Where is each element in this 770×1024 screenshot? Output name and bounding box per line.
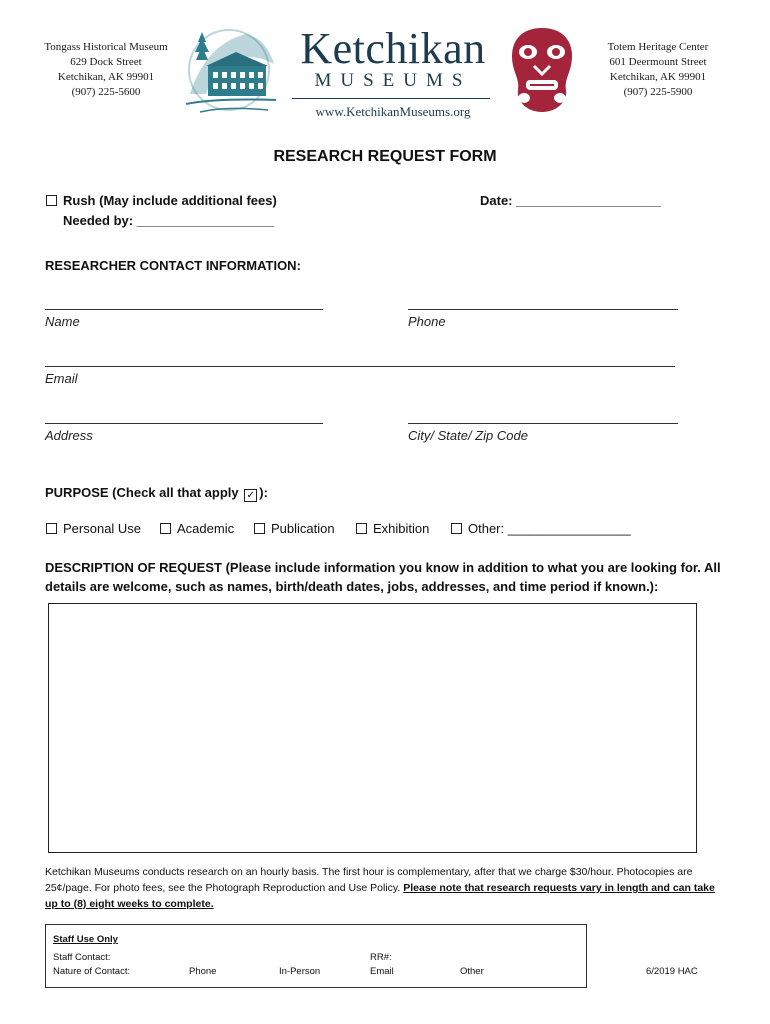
research-policy-note xyxy=(45,864,725,912)
staff-contact-label: Staff Contact: xyxy=(53,952,111,963)
phone-input-line[interactable] xyxy=(408,309,678,310)
revision-code: 6/2019 HAC xyxy=(646,966,698,977)
purpose-option-label: Publication xyxy=(271,521,335,536)
left-museum-name: Tongass Historical Museum xyxy=(44,41,168,53)
exhibition-checkbox[interactable] xyxy=(356,523,367,534)
email-input-line[interactable] xyxy=(45,366,675,367)
purpose-option-academic[interactable] xyxy=(160,521,234,536)
right-museum-address xyxy=(598,40,718,100)
left-museum-city: Ketchikan, AK 99901 xyxy=(57,71,155,83)
brand-divider xyxy=(292,98,490,99)
purpose-option-label: Exhibition xyxy=(373,521,430,536)
purpose-option-other[interactable] xyxy=(451,521,631,536)
purpose-heading-end: ): xyxy=(259,485,268,500)
address-label: Address xyxy=(45,428,93,443)
city-state-zip-label: City/ State/ Zip Code xyxy=(408,428,528,443)
name-input-line[interactable] xyxy=(45,309,323,310)
brand-name: Ketchikan xyxy=(300,24,486,73)
purpose-option-label: Academic xyxy=(177,521,235,536)
contact-other-option[interactable]: Other xyxy=(460,966,484,977)
note-text: Ketchikan Museums conducts research on an hourly basis. The first hour is complementary, after that we charge $30/hour. Photocopies are 25¢/page. For photo fees, see the Photograph Reproduction and Use Policy. xyxy=(45,866,693,894)
left-museum-street: 629 Dock Street xyxy=(70,56,142,68)
contact-email-option[interactable]: Email xyxy=(370,966,394,977)
description-textarea[interactable] xyxy=(48,603,697,853)
nature-of-contact-label: Nature of Contact: xyxy=(53,966,131,977)
left-museum-phone: (907) 225-5600 xyxy=(71,86,141,98)
city-state-zip-input-line[interactable] xyxy=(408,423,678,424)
left-museum-address xyxy=(36,40,176,100)
totem-crest-logo-icon xyxy=(506,26,578,114)
brand-url: www.KetchikanMuseums.org xyxy=(315,104,471,119)
rr-number-label: RR#: xyxy=(370,952,392,963)
address-input-line[interactable] xyxy=(45,423,323,424)
description-heading: DESCRIPTION OF REQUEST (Please include information you know in addition to what you are looking for. All details are welcome, such as names, birth/death dates, jobs, addresses, and time period if known.): xyxy=(45,560,721,594)
form-title: RESEARCH REQUEST FORM xyxy=(273,148,497,165)
contact-heading: RESEARCHER CONTACT INFORMATION: xyxy=(45,258,301,273)
museum-building-logo-icon xyxy=(176,24,282,116)
email-label: Email xyxy=(45,371,78,386)
purpose-heading-text: PURPOSE (Check all that apply xyxy=(45,485,239,500)
rush-row xyxy=(46,193,277,208)
right-museum-phone: (907) 225-5900 xyxy=(623,86,693,98)
contact-phone-option[interactable]: Phone xyxy=(189,966,217,977)
personal-use-checkbox[interactable] xyxy=(46,523,57,534)
contact-in-person-option[interactable]: In-Person xyxy=(279,966,321,977)
needed-by-field[interactable]: Needed by: ___________________ xyxy=(63,213,275,228)
purpose-option-personal[interactable] xyxy=(46,521,141,536)
purpose-option-publication[interactable] xyxy=(254,521,335,536)
date-field[interactable]: Date: ____________________ xyxy=(480,193,661,208)
academic-checkbox[interactable] xyxy=(160,523,171,534)
purpose-option-exhibition[interactable] xyxy=(356,521,429,536)
phone-label: Phone xyxy=(408,314,446,329)
publication-checkbox[interactable] xyxy=(254,523,265,534)
staff-use-box xyxy=(45,924,587,988)
other-checkbox[interactable] xyxy=(451,523,462,534)
staff-use-heading: Staff Use Only xyxy=(53,934,118,945)
purpose-option-label: Personal Use xyxy=(63,521,142,536)
purpose-heading xyxy=(45,485,268,502)
right-museum-street: 601 Deermount Street xyxy=(609,56,707,68)
note-emphasis: Please note that research requests vary in length and can take up to (8) eight weeks to complete. xyxy=(45,882,715,910)
rush-checkbox[interactable] xyxy=(46,195,57,206)
right-museum-city: Ketchikan, AK 99901 xyxy=(609,71,707,83)
brand-subtitle: MUSEUMS xyxy=(314,70,472,91)
name-label: Name xyxy=(45,314,80,329)
checkmark-icon: ✓ xyxy=(244,489,257,502)
rush-label: Rush (May include additional fees) xyxy=(63,193,277,208)
right-museum-name: Totem Heritage Center xyxy=(607,41,709,53)
purpose-option-label: Other: _________________ xyxy=(468,521,631,536)
